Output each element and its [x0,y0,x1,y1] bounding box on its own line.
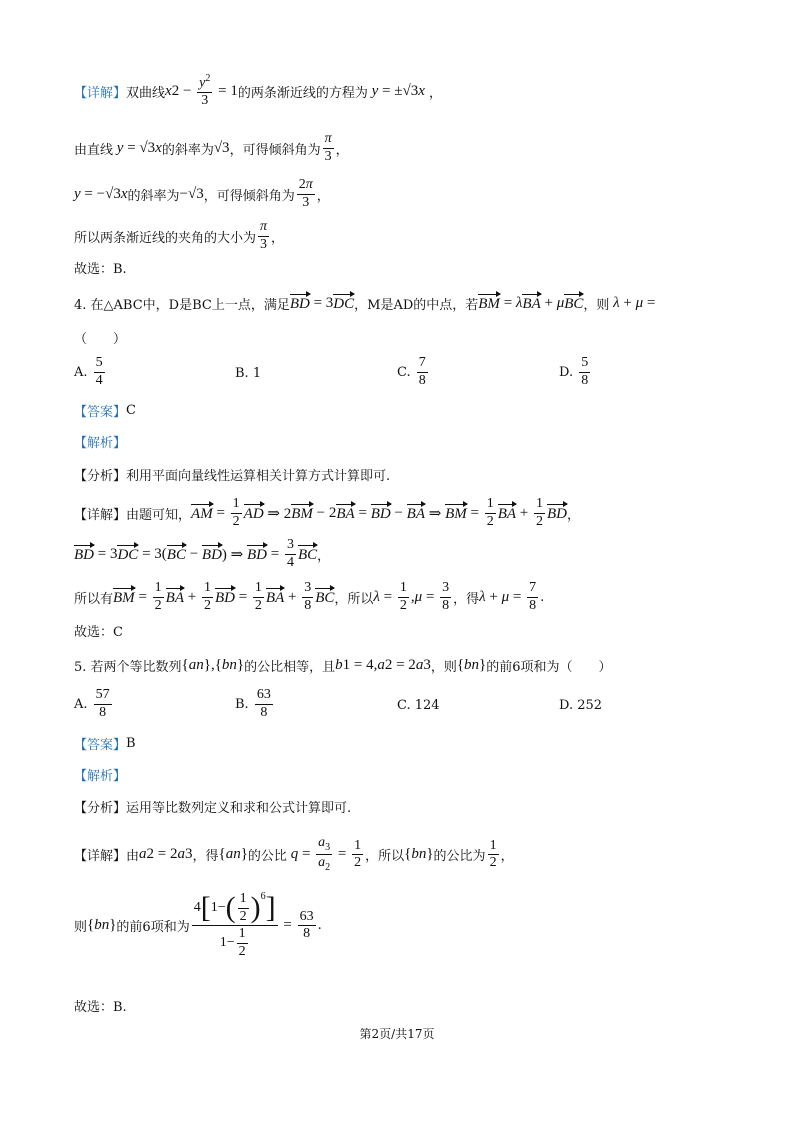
q4-detail-line-3: 所以有 BM = $\frac{1}{2}$ BA + $\frac{1}{2}$ BD = $\frac{1}{2}$ BA + $\frac{3}{8}$ BC ，所以 λ = $\frac{1}{2}$ , μ = $\frac{3}{8}$ ，得 λ + μ = $\frac{7}{8}$ . [74,580,545,613]
q3-detail-line-4: 所以两条渐近线的夹角的大小为 $\frac{\pi}{3}$ ， [74,219,285,252]
q3-detail-line-3: y = −√3 x 的斜率为 −√3 ，可得倾斜角为 $\frac{2\pi}{3}$ ， [74,177,330,210]
q4-detail-line-2: BD = 3 DC = 3( BC − BD ) ⇒ BD = $\frac{3}{4}$ BC ， [74,537,331,570]
q3-detail-line-1: 【详解】 双曲线 x 2 − $\frac{y^2}{3}$ = 1 的两条渐近线的方程为 y = ±√3 x ， [74,73,443,109]
q4-option-d: D. $\frac{5}{8}$ [559,355,589,388]
q5-option-c: C. 124 [397,698,440,713]
q5-detail-line-2: 则 { b n } 的前6项和为 4 [ 1− ( $\frac{1}{2}$ ) $^6$ ] 1− $\frac{1}{2}$ = $\frac{63}{8}$ . [74,891,322,960]
q4-choose: 故选：C [74,625,123,640]
q5-option-b: B. $\frac{63}{8}$ [235,687,271,720]
q5-option-d: D. 252 [559,698,603,713]
q4-analysis: 【分析】 利用平面向量线性运算相关计算方式计算即可. [74,469,391,484]
q4-paren: （ ） [74,332,127,347]
q5-analysis: 【分析】 运用等比数列定义和求和公式计算即可. [74,801,352,816]
q4-answer: 【答案】 C [74,403,136,420]
q4-detail-line-1: 【详解】 由题可知， AM = $\frac{1}{2}$ AD ⇒ 2 BM − 2 BA = BD − BA ⇒ BM = $\frac{1}{2}$ BA + $\frac{1}{2}$ BD ， [74,496,581,529]
q4-option-a: A. $\frac{5}{4}$ [74,355,103,388]
q3-detail-line-2: 由直线 y = √3 x 的斜率为 √3 ，可得倾斜角为 $\frac{\pi}{3}$ ， [74,131,349,164]
q4-stem: 4. 在△ABC中，D是BC上一点，满足 BD = 3 DC ，M是AD的中点，若 BM = λ BA + μ BC ，则 λ + μ = [74,294,656,313]
q4-option-c: C. $\frac{7}{8}$ [397,355,426,388]
q3-choose: 故选：B. [74,262,127,277]
q5-option-a: A. $\frac{57}{8}$ [74,687,110,720]
q5-detail-line-1: 【详解】 由 a 2 = 2 a 3 ，得 { a n } 的公比 q = $\frac{a_3}{a_2}$ = $\frac{1}{2}$ ，所以 { b n } 的公比为 $\frac{1}{2}$ ， [74,835,514,874]
q5-stem: 5. 若两个等比数列 { a n },{ b n } 的公比相等，且 b 1 = 4, a 2 = 2 a 3 ，则 { b n } 的前6项和为（ ） [74,657,612,675]
detail-tag: 【详解】 [74,86,127,102]
q4-analysis-tag: 【解析】 [74,436,127,451]
page-footer: 第2页/共17页 [359,1027,435,1041]
q4-option-b: B. 1 [235,366,262,381]
sum-formula: 4 [ 1− ( $\frac{1}{2}$ ) $^6$ ] 1− $\frac{1}{2}$ [193,891,276,960]
q5-analysis-tag: 【解析】 [74,769,127,784]
q5-answer: 【答案】 B [74,736,136,753]
q5-choose: 故选：B. [74,1000,127,1015]
